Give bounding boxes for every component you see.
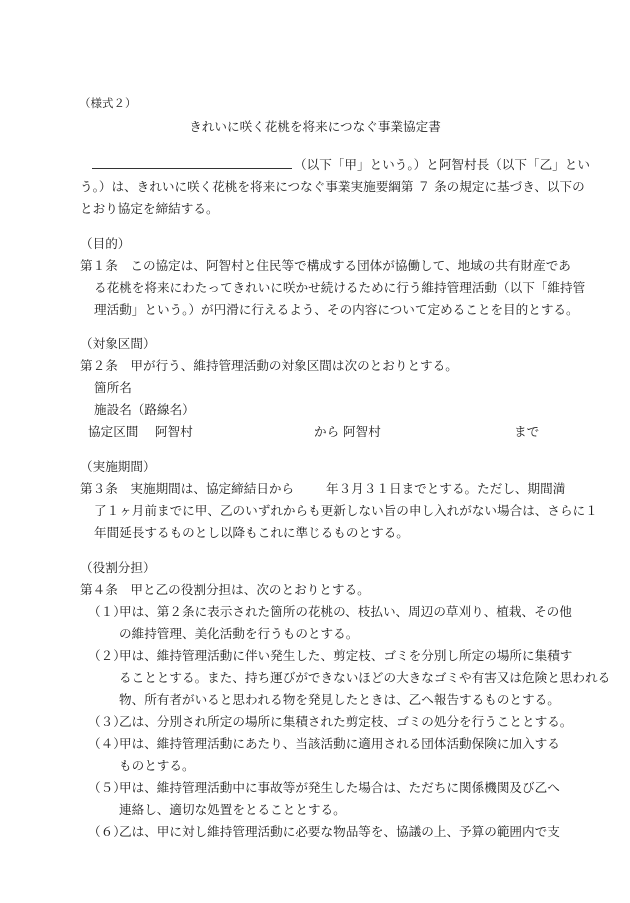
- article-3-line-1b: 年３月３１日までとする。ただし、期間満: [326, 481, 566, 496]
- to-word: まで: [514, 424, 540, 439]
- item-2-number: （２）: [88, 648, 126, 663]
- item-4-line-1: 甲は、維持管理活動にあたり、当該活動に適用される団体活動保険に加入する: [119, 736, 560, 751]
- item-1-line-2: の維持管理、美化活動を行うものとする。: [119, 626, 359, 641]
- article-3-line-1a: 第３条 実施期間は、協定締結日から: [80, 481, 295, 496]
- article-1-line-1: 第１条 この協定は、阿智村と住民等で構成する団体が協働して、地域の共有財産であ: [80, 258, 571, 273]
- item-3-line-1: 乙は、分別され所定の場所に集積された剪定枝、ゴミの処分を行うこととする。: [119, 714, 573, 729]
- preamble-line-3: とおり協定を締結する。: [80, 201, 219, 216]
- item-5-line-1: 甲は、維持管理活動中に事故等が発生した場合は、ただちに関係機関及び乙へ: [119, 780, 560, 795]
- document-title: きれいに咲く花桃を将来につなぐ事業協定書: [189, 119, 441, 134]
- item-1-number: （１）: [88, 604, 126, 619]
- party-name-blank: [92, 168, 292, 169]
- article-3-line-2: 了１ヶ月前までに甲、乙のいずれからも更新しない旨の申し入れがない場合は、さらに１: [94, 503, 598, 518]
- article-2-line-1: 第２条 甲が行う、維持管理活動の対象区間は次のとおりとする。: [80, 358, 458, 373]
- facility-name-label: 施設名（路線名）: [94, 402, 195, 417]
- preamble-line-1: （以下「甲」という。）と阿智村長（以下「乙」とい: [294, 157, 590, 172]
- from-village: 阿智村: [155, 424, 193, 439]
- to-village: 阿智村: [343, 424, 381, 439]
- form-label: （様式２）: [79, 96, 137, 110]
- place-name-label: 箇所名: [94, 380, 132, 395]
- section-heading-purpose: （目的）: [80, 236, 131, 251]
- preamble-line-2: う。）は、きれいに咲く花桃を将来につなぐ事業実施要綱第 ７ 条の規定に基づき、以下の: [80, 179, 585, 194]
- section-heading-target: （対象区間）: [80, 336, 156, 351]
- item-6-number: （６）: [88, 824, 126, 839]
- from-word: から: [314, 424, 340, 439]
- item-5-number: （５）: [88, 780, 126, 795]
- item-2-line-2: ることとする。また、持ち運びができないほどの大きなゴミや有害又は危険と思われる: [119, 670, 611, 685]
- article-1-line-2: る花桃を将来にわたってきれいに咲かせ続けるために行う維持管理活動（以下「維持管: [94, 280, 586, 295]
- section-heading-roles: （役割分担）: [80, 560, 156, 575]
- item-2-line-1: 甲は、維持管理活動に伴い発生した、剪定枝、ゴミを分別し所定の場所に集積す: [119, 648, 573, 663]
- item-5-line-2: 連絡し、適切な処置をとることとする。: [119, 802, 346, 817]
- item-6-line-1: 乙は、甲に対し維持管理活動に必要な物品等を、協議の上、予算の範囲内で支: [119, 824, 560, 839]
- article-3-line-3: 年間延長するものとし以降もこれに準じるものとする。: [94, 525, 409, 540]
- article-1-line-3: 理活動」という。）が円滑に行えるよう、その内容について定めることを目的とする。: [94, 302, 579, 317]
- item-4-number: （４）: [88, 736, 126, 751]
- section-label: 協定区間: [88, 424, 139, 439]
- article-4-line-1: 第４条 甲と乙の役割分担は、次のとおりとする。: [80, 582, 370, 597]
- item-2-line-3: 物、所有者がいると思われる物を発見したときは、乙へ報告するものとする。: [119, 692, 560, 707]
- section-heading-period: （実施期間）: [80, 459, 156, 474]
- item-1-line-1: 甲は、第２条に表示された箇所の花桃の、枝払い、周辺の草刈り、植栽、その他: [119, 604, 572, 619]
- item-4-line-2: ものとする。: [119, 758, 195, 773]
- item-3-number: （３）: [88, 714, 126, 729]
